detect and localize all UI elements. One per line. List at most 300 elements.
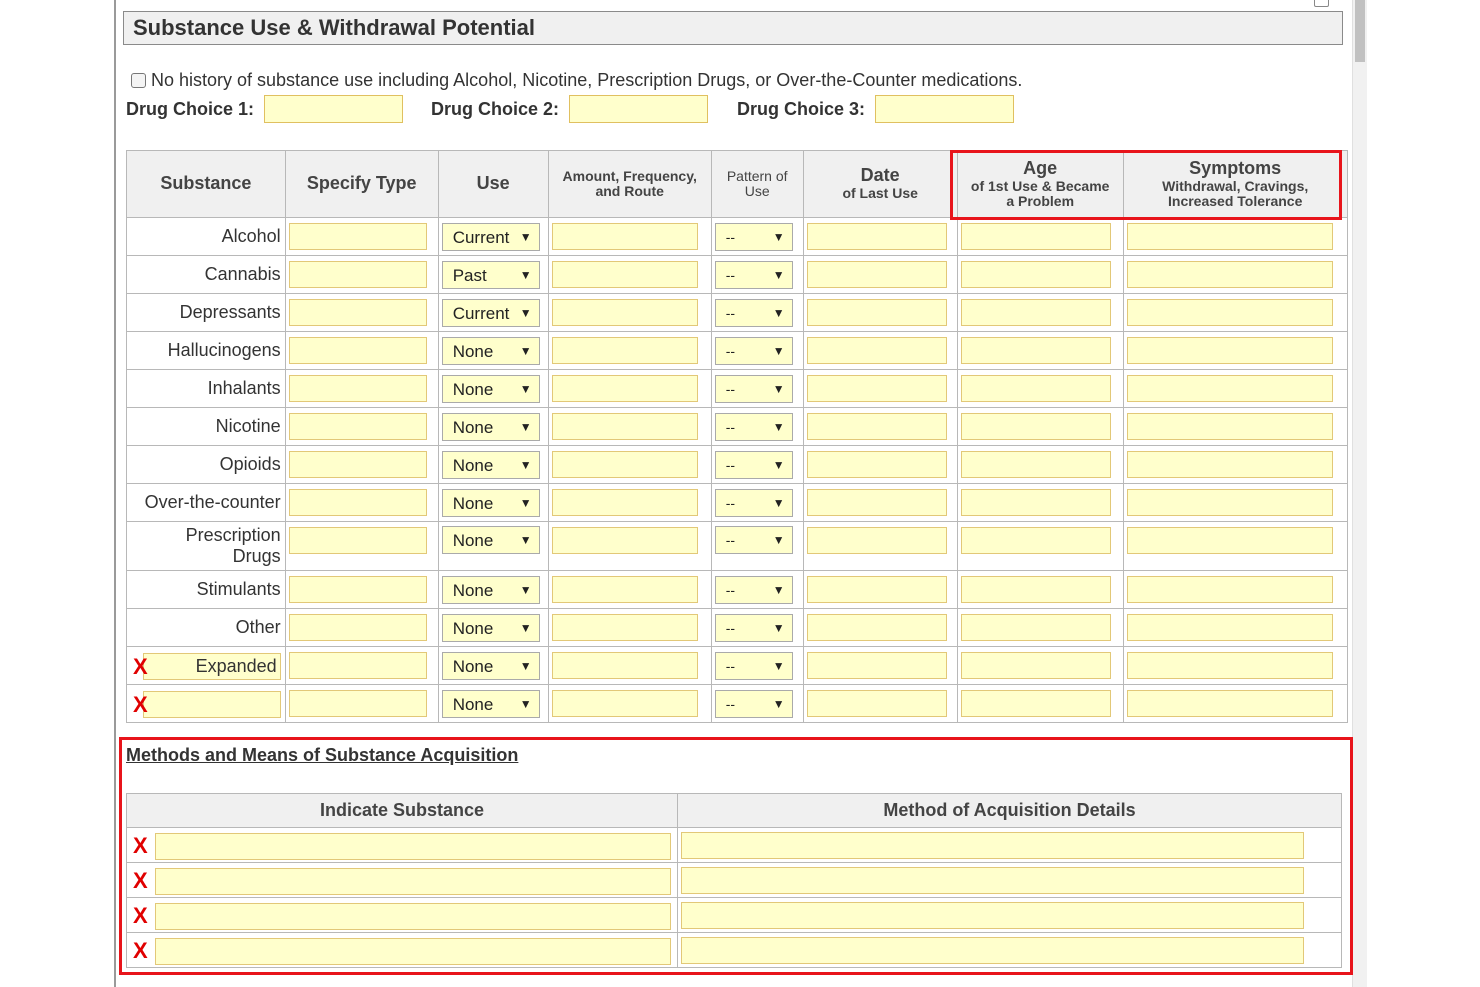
date-last-use-cell (803, 256, 957, 294)
pattern-select-value: -- (725, 695, 736, 712)
symptoms-cell (1123, 370, 1347, 408)
use-cell (438, 647, 548, 685)
pattern-cell (711, 484, 803, 522)
header-age-line1: Age (1023, 157, 1058, 178)
method-details-cell (678, 828, 1342, 863)
use-cell (438, 408, 548, 446)
remove-row-icon[interactable]: X (133, 938, 148, 964)
use-select[interactable] (442, 261, 540, 289)
dropdown-arrow-icon: ▼ (519, 620, 532, 635)
substance-cell (127, 332, 286, 370)
specify-type-cell (285, 332, 438, 370)
use-select[interactable] (442, 451, 540, 479)
use-select-value: None (452, 580, 494, 600)
dropdown-arrow-icon: ▼ (772, 381, 785, 396)
pattern-cell (711, 332, 803, 370)
symptoms-input[interactable] (1127, 375, 1333, 402)
header-symptoms-line3: Increased Tolerance (1168, 192, 1303, 209)
indicate-substance-cell (127, 828, 678, 863)
method-details-input[interactable] (681, 937, 1304, 964)
date-last-use-input[interactable] (807, 652, 947, 679)
table-row (127, 647, 1348, 685)
table-row (127, 218, 1348, 256)
date-last-use-input[interactable] (807, 614, 947, 641)
substance-cell (127, 446, 286, 484)
use-cell (438, 332, 548, 370)
amount-input[interactable] (552, 261, 698, 288)
highlight-age-symptoms (950, 150, 1342, 220)
specify-type-cell (285, 484, 438, 522)
substance-label: Opioids (219, 454, 281, 474)
specify-type-cell (285, 294, 438, 332)
pattern-select[interactable] (715, 413, 793, 441)
specify-type-input[interactable] (289, 576, 427, 603)
age-first-use-cell (957, 256, 1123, 294)
use-select[interactable] (442, 299, 540, 327)
substance-label: Prescription (185, 525, 281, 546)
specify-type-cell (285, 218, 438, 256)
amount-cell (548, 256, 711, 294)
substance-cell (127, 294, 286, 332)
pattern-cell (711, 685, 803, 723)
specify-type-input[interactable] (289, 261, 427, 288)
section-title: Substance Use & Withdrawal Potential (123, 11, 1343, 45)
use-select-value: None (452, 455, 494, 475)
date-last-use-input[interactable] (807, 576, 947, 603)
indicate-substance-input[interactable] (155, 833, 671, 860)
date-last-use-input[interactable] (807, 489, 947, 516)
substance-cell (127, 484, 286, 522)
symptoms-input[interactable] (1127, 413, 1333, 440)
amount-cell (548, 522, 711, 571)
date-last-use-cell (803, 218, 957, 256)
specify-type-input[interactable] (289, 690, 427, 717)
use-select-value: Past (452, 265, 487, 285)
table-row (127, 370, 1348, 408)
age-first-use-cell (957, 685, 1123, 723)
age-first-use-cell (957, 218, 1123, 256)
symptoms-input[interactable] (1127, 614, 1333, 641)
age-first-use-input[interactable] (961, 614, 1111, 641)
specify-type-cell (285, 446, 438, 484)
pattern-cell (711, 609, 803, 647)
use-select[interactable] (442, 375, 540, 403)
table-row (127, 332, 1348, 370)
use-select[interactable] (442, 526, 540, 554)
symptoms-cell (1123, 218, 1347, 256)
substance-label: Other (235, 617, 281, 637)
use-select-value: None (452, 341, 494, 361)
indicate-substance-input[interactable] (155, 903, 671, 930)
date-last-use-input[interactable] (807, 527, 947, 554)
age-first-use-cell (957, 571, 1123, 609)
amount-input[interactable] (552, 223, 698, 250)
custom-substance-input[interactable]: Expanded (143, 653, 281, 680)
amount-input[interactable] (552, 413, 698, 440)
use-cell (438, 446, 548, 484)
pattern-cell (711, 218, 803, 256)
age-first-use-cell (957, 484, 1123, 522)
pattern-select-value: -- (725, 657, 736, 674)
pattern-select-value: -- (725, 380, 736, 397)
specify-type-input[interactable] (289, 375, 427, 402)
substance-label: Hallucinogens (167, 340, 281, 360)
dropdown-arrow-icon: ▼ (772, 658, 785, 673)
drug-choice-1-label: Drug Choice 1: (126, 99, 255, 119)
table-row (127, 294, 1348, 332)
table-row (127, 484, 1348, 522)
substance-cell (127, 685, 286, 723)
dropdown-arrow-icon: ▼ (519, 419, 532, 434)
substance-label: Nicotine (215, 416, 281, 436)
acquisition-row (127, 898, 1342, 933)
scrollbar[interactable] (1352, 0, 1367, 987)
date-last-use-cell (803, 609, 957, 647)
use-cell (438, 370, 548, 408)
dropdown-arrow-icon: ▼ (772, 696, 785, 711)
date-last-use-cell (803, 647, 957, 685)
date-last-use-cell (803, 294, 957, 332)
age-first-use-input[interactable] (961, 375, 1111, 402)
header-pattern (711, 151, 803, 218)
dropdown-arrow-icon: ▼ (519, 533, 532, 547)
substance-cell (127, 647, 286, 685)
dropdown-arrow-icon: ▼ (772, 305, 785, 320)
age-first-use-input[interactable] (961, 223, 1111, 250)
date-last-use-cell (803, 370, 957, 408)
indicate-substance-cell (127, 898, 678, 933)
date-last-use-input[interactable] (807, 261, 947, 288)
amount-input[interactable] (552, 614, 698, 641)
drug-choice-1-input[interactable] (264, 95, 403, 123)
custom-substance-input[interactable] (143, 691, 281, 718)
pattern-select[interactable] (715, 261, 793, 289)
date-last-use-cell (803, 522, 957, 571)
substance-label: Stimulants (196, 579, 281, 599)
remove-row-icon[interactable]: X (133, 833, 148, 859)
specify-type-input[interactable] (289, 413, 427, 440)
specify-type-cell (285, 571, 438, 609)
use-cell (438, 484, 548, 522)
substance-label: Over-the-counter (144, 492, 281, 512)
use-select-value: None (452, 531, 494, 550)
date-last-use-cell (803, 332, 957, 370)
indicate-substance-cell (127, 933, 678, 968)
substance-label: Alcohol (221, 226, 281, 246)
use-select[interactable] (442, 413, 540, 441)
age-first-use-input[interactable] (961, 576, 1111, 603)
indicate-substance-input[interactable] (155, 938, 671, 965)
dropdown-arrow-icon: ▼ (519, 343, 532, 358)
header-specify-type: Specify Type (285, 151, 438, 218)
age-first-use-input[interactable] (961, 299, 1111, 326)
amount-cell (548, 218, 711, 256)
dropdown-arrow-icon: ▼ (519, 696, 532, 711)
amount-input[interactable] (552, 690, 698, 717)
dropdown-arrow-icon: ▼ (519, 267, 532, 282)
remove-row-icon[interactable]: X (133, 654, 148, 680)
table-row (127, 571, 1348, 609)
header-indicate-substance: Indicate Substance (127, 794, 678, 828)
use-select-value: None (452, 694, 494, 714)
specify-type-input[interactable] (289, 614, 427, 641)
symptoms-cell (1123, 256, 1347, 294)
header-use: Use (438, 151, 548, 218)
age-first-use-input[interactable] (961, 652, 1111, 679)
amount-input[interactable] (552, 337, 698, 364)
pattern-cell (711, 522, 803, 571)
acquisition-title: Methods and Means of Substance Acquisition (126, 745, 519, 765)
table-row (127, 522, 1348, 571)
pattern-select[interactable] (715, 652, 793, 680)
pattern-select[interactable] (715, 690, 793, 718)
amount-cell (548, 609, 711, 647)
use-cell (438, 685, 548, 723)
symptoms-input[interactable] (1127, 261, 1333, 288)
symptoms-input[interactable] (1127, 223, 1333, 250)
acquisition-row (127, 863, 1342, 898)
no-history-checkbox[interactable] (131, 73, 146, 88)
age-first-use-cell (957, 446, 1123, 484)
use-select-value: None (452, 618, 494, 638)
no-history-label: No history of substance use including Alcohol, Nicotine, Prescription Drugs, or Over-the-Counter medications. (151, 70, 1023, 90)
use-cell (438, 522, 548, 571)
age-first-use-input[interactable] (961, 451, 1111, 478)
acquisition-table (126, 793, 1342, 968)
use-cell (438, 571, 548, 609)
remove-row-icon[interactable]: X (133, 903, 148, 929)
age-first-use-input[interactable] (961, 261, 1111, 288)
symptoms-input[interactable] (1127, 690, 1333, 717)
specify-type-cell (285, 408, 438, 446)
use-select[interactable] (442, 489, 540, 517)
substance-label: Cannabis (204, 264, 281, 284)
symptoms-cell (1123, 571, 1347, 609)
date-last-use-cell (803, 408, 957, 446)
substance-cell (127, 609, 286, 647)
amount-input[interactable] (552, 489, 698, 516)
symptoms-cell (1123, 408, 1347, 446)
dropdown-arrow-icon: ▼ (772, 229, 785, 244)
header-amount-line1: Amount, Frequency, (562, 167, 697, 184)
use-select[interactable] (442, 614, 540, 642)
symptoms-cell (1123, 609, 1347, 647)
age-first-use-input[interactable] (961, 527, 1111, 554)
date-last-use-cell (803, 685, 957, 723)
amount-input[interactable] (552, 451, 698, 478)
symptoms-input[interactable] (1127, 451, 1333, 478)
acquisition-row (127, 828, 1342, 863)
pattern-select-value: -- (725, 456, 736, 473)
symptoms-input[interactable] (1127, 489, 1333, 516)
symptoms-input[interactable] (1127, 337, 1333, 364)
drug-choice-2-input[interactable] (569, 95, 708, 123)
symptoms-cell (1123, 522, 1347, 571)
dropdown-arrow-icon: ▼ (519, 495, 532, 510)
specify-type-input[interactable] (289, 337, 427, 364)
method-details-input[interactable] (681, 902, 1304, 929)
table-row (127, 256, 1348, 294)
age-first-use-cell (957, 522, 1123, 571)
symptoms-cell (1123, 647, 1347, 685)
amount-cell (548, 332, 711, 370)
date-last-use-input[interactable] (807, 375, 947, 402)
pattern-select[interactable] (715, 576, 793, 604)
remove-row-icon[interactable]: X (133, 692, 148, 718)
dropdown-arrow-icon: ▼ (772, 495, 785, 510)
pattern-cell (711, 446, 803, 484)
date-last-use-input[interactable] (807, 337, 947, 364)
substance-cell (127, 218, 286, 256)
dropdown-arrow-icon: ▼ (519, 229, 532, 244)
pattern-select[interactable] (715, 614, 793, 642)
header-amount-line2: and Route (595, 183, 664, 199)
drug-choice-3-input[interactable] (875, 95, 1014, 123)
dropdown-arrow-icon: ▼ (772, 457, 785, 472)
indicate-substance-cell (127, 863, 678, 898)
age-first-use-input[interactable] (961, 413, 1111, 440)
use-cell (438, 256, 548, 294)
header-pattern-line1: Pattern of (726, 167, 788, 184)
header-age-line3: a Problem (1006, 192, 1075, 209)
date-last-use-input[interactable] (807, 413, 947, 440)
age-first-use-input[interactable] (961, 690, 1111, 717)
symptoms-cell (1123, 446, 1347, 484)
amount-cell (548, 685, 711, 723)
top-checkbox[interactable] (1314, 0, 1329, 7)
pattern-select-value: -- (725, 342, 736, 359)
pattern-cell (711, 408, 803, 446)
pattern-cell (711, 294, 803, 332)
dropdown-arrow-icon: ▼ (519, 582, 532, 597)
pattern-select[interactable] (715, 489, 793, 517)
header-amount (548, 151, 711, 218)
use-cell (438, 609, 548, 647)
scrollbar-thumb[interactable] (1355, 0, 1365, 62)
date-last-use-input[interactable] (807, 451, 947, 478)
pattern-select[interactable] (715, 451, 793, 479)
header-date (803, 151, 957, 218)
substance-label: Depressants (179, 302, 281, 322)
pattern-select-value: -- (725, 266, 736, 283)
symptoms-input[interactable] (1127, 652, 1333, 679)
symptoms-input[interactable] (1127, 299, 1333, 326)
use-select-value: None (452, 656, 494, 676)
header-date-line1: Date (860, 165, 900, 186)
specify-type-input[interactable] (289, 489, 427, 516)
dropdown-arrow-icon: ▼ (772, 419, 785, 434)
pattern-select[interactable] (715, 526, 793, 554)
use-select[interactable] (442, 690, 540, 718)
dropdown-arrow-icon: ▼ (519, 457, 532, 472)
substance-cell (127, 522, 286, 571)
method-details-input[interactable] (681, 832, 1304, 859)
dropdown-arrow-icon: ▼ (772, 620, 785, 635)
amount-input[interactable] (552, 652, 698, 679)
date-last-use-cell (803, 446, 957, 484)
amount-input[interactable] (552, 375, 698, 402)
substance-cell (127, 370, 286, 408)
age-first-use-cell (957, 408, 1123, 446)
pattern-cell (711, 571, 803, 609)
specify-type-input[interactable] (289, 223, 427, 250)
specify-type-input[interactable] (289, 299, 427, 326)
amount-input[interactable] (552, 576, 698, 603)
amount-input[interactable] (552, 527, 698, 554)
specify-type-input[interactable] (289, 451, 427, 478)
drug-choice-3-label: Drug Choice 3: (737, 99, 866, 119)
date-last-use-cell (803, 484, 957, 522)
header-symptoms-line1: Symptoms (1189, 157, 1282, 178)
substance-table (126, 150, 1348, 723)
use-cell (438, 294, 548, 332)
indicate-substance-input[interactable] (155, 868, 671, 895)
remove-row-icon[interactable]: X (133, 868, 148, 894)
use-select-value: Current (452, 303, 510, 323)
use-select-value: Current (452, 227, 510, 247)
header-symptoms-line2: Withdrawal, Cravings, (1162, 177, 1309, 194)
use-select-value: None (452, 417, 494, 437)
amount-cell (548, 571, 711, 609)
header-substance: Substance (127, 151, 286, 218)
pattern-select-value: -- (725, 304, 736, 321)
use-select[interactable] (442, 576, 540, 604)
symptoms-cell (1123, 484, 1347, 522)
table-row (127, 446, 1348, 484)
table-row (127, 408, 1348, 446)
pattern-select[interactable] (715, 223, 793, 251)
method-details-input[interactable] (681, 867, 1304, 894)
pattern-cell (711, 256, 803, 294)
age-first-use-input[interactable] (961, 337, 1111, 364)
pattern-select[interactable] (715, 337, 793, 365)
substance-cell (127, 408, 286, 446)
method-details-cell (678, 933, 1342, 968)
symptoms-input[interactable] (1127, 527, 1333, 554)
date-last-use-input[interactable] (807, 223, 947, 250)
pattern-select-value: -- (725, 228, 736, 245)
use-select[interactable] (442, 223, 540, 251)
age-first-use-cell (957, 294, 1123, 332)
dropdown-arrow-icon: ▼ (519, 658, 532, 673)
date-last-use-input[interactable] (807, 690, 947, 717)
symptoms-cell (1123, 294, 1347, 332)
use-select[interactable] (442, 337, 540, 365)
pattern-select-value: -- (725, 494, 736, 511)
date-last-use-input[interactable] (807, 299, 947, 326)
specify-type-input[interactable] (289, 527, 427, 554)
specify-type-cell (285, 522, 438, 571)
specify-type-input[interactable] (289, 652, 427, 679)
pattern-select-value: -- (725, 418, 736, 435)
use-select[interactable] (442, 652, 540, 680)
pattern-select[interactable] (715, 299, 793, 327)
amount-input[interactable] (552, 299, 698, 326)
amount-cell (548, 446, 711, 484)
no-history-option[interactable] (131, 69, 1022, 91)
use-select-value: None (452, 493, 494, 513)
age-first-use-cell (957, 332, 1123, 370)
age-first-use-cell (957, 370, 1123, 408)
symptoms-input[interactable] (1127, 576, 1333, 603)
substance-cell (127, 256, 286, 294)
pattern-select-value: -- (725, 532, 736, 548)
date-last-use-cell (803, 571, 957, 609)
header-method-details: Method of Acquisition Details (678, 794, 1342, 828)
pattern-select[interactable] (715, 375, 793, 403)
dropdown-arrow-icon: ▼ (772, 267, 785, 282)
age-first-use-input[interactable] (961, 489, 1111, 516)
